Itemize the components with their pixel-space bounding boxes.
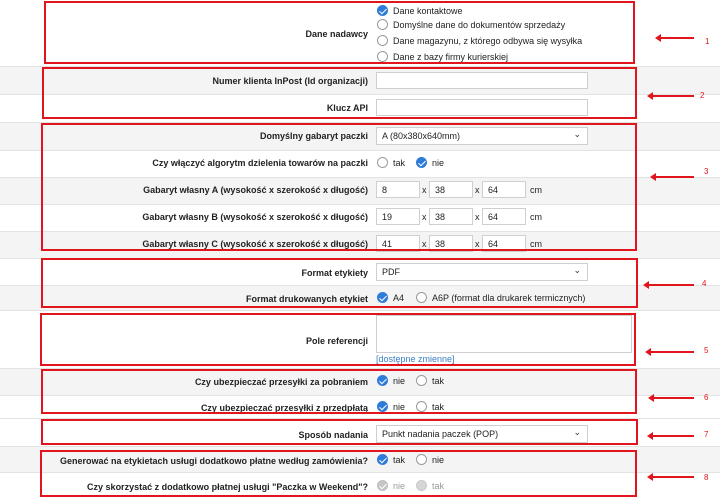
insure-cod-yes-label[interactable]: tak [432, 376, 445, 386]
extra-services-no-label[interactable]: nie [432, 455, 445, 465]
size-unit: cm [530, 212, 542, 222]
printed-labels-label: Format drukowanych etykiet [245, 294, 368, 304]
annotation-frame-1 [44, 1, 635, 64]
size-unit: cm [530, 185, 542, 195]
label-format-value: PDF [382, 267, 400, 277]
size-separator: x [422, 239, 427, 249]
custom-size-a-label: Gabaryt własny A (wysokość x szerokość x długość) [143, 185, 368, 195]
sender-label: Dane nadawcy [305, 29, 368, 39]
size-separator: x [475, 212, 480, 222]
annotation-arrow-3 [655, 176, 694, 178]
label-format-label: Format etykiety [301, 268, 368, 278]
size-separator: x [422, 212, 427, 222]
insure-cod-no-label[interactable]: nie [393, 376, 406, 386]
split-no-label[interactable]: nie [432, 158, 445, 168]
custom-size-b-length-input[interactable]: 64 [482, 208, 526, 225]
annotation-number-1: 1 [705, 37, 710, 46]
extra-services-yes-label[interactable]: tak [393, 455, 406, 465]
api-key-label: Klucz API [326, 103, 368, 113]
annotation-arrow-6 [653, 397, 694, 399]
sender-option-courier-db[interactable]: Dane z bazy firmy kurierskiej [393, 52, 509, 62]
size-separator: x [475, 239, 480, 249]
available-variables-link[interactable]: [dostępne zmienne] [376, 354, 455, 364]
insure-prepaid-yes-label[interactable]: tak [432, 402, 445, 412]
default-size-value: A (80x380x640mm) [382, 131, 461, 141]
dispatch-value: Punkt nadania paczek (POP) [382, 429, 499, 439]
default-size-label: Domyślny gabaryt paczki [259, 131, 368, 141]
insure-prepaid-no-label[interactable]: nie [393, 402, 406, 412]
chevron-down-icon: ⌄ [573, 265, 581, 275]
custom-size-b-label: Gabaryt własny B (wysokość x szerokość x długość) [142, 212, 368, 222]
sender-option-sales-docs[interactable]: Domyślne dane do dokumentów sprzedaży [393, 20, 566, 30]
annotation-arrow-5 [650, 351, 694, 353]
annotation-frame-8 [40, 450, 637, 497]
annotation-number-3: 3 [704, 167, 709, 176]
custom-size-b-height-input[interactable]: 19 [376, 208, 420, 225]
sender-option-warehouse[interactable]: Dane magazynu, z którego odbywa się wysyłka [393, 36, 583, 46]
annotation-arrow-7 [652, 435, 694, 437]
annotation-arrow-1 [660, 37, 694, 39]
custom-size-c-length-input[interactable]: 64 [482, 235, 526, 252]
weekend-no-label[interactable]: nie [393, 481, 406, 491]
size-unit: cm [530, 239, 542, 249]
weekend-package-label: Czy skorzystać z dodatkowo płatnej usługi "Paczka w Weekend"? [87, 482, 368, 492]
annotation-frame-4 [41, 258, 638, 308]
dispatch-label: Sposób nadania [298, 430, 368, 440]
insure-cod-label: Czy ubezpieczać przesyłki za pobraniem [194, 377, 368, 387]
reference-label: Pole referencji [305, 336, 368, 346]
extra-services-label: Generować na etykietach usługi dodatkowo płatne według zamówienia? [59, 456, 368, 466]
printed-a4-label[interactable]: A4 [393, 293, 405, 303]
annotation-arrow-8 [652, 476, 694, 478]
custom-size-a-width-input[interactable]: 38 [429, 181, 473, 198]
split-algorithm-label: Czy włączyć algorytm dzielenia towarów na paczki [152, 158, 368, 168]
annotation-frame-3 [41, 123, 637, 251]
custom-size-b-width-input[interactable]: 38 [429, 208, 473, 225]
size-separator: x [422, 185, 427, 195]
custom-size-c-height-input[interactable]: 41 [376, 235, 420, 252]
annotation-number-2: 2 [700, 91, 705, 100]
annotation-frame-5 [40, 313, 636, 366]
annotation-frame-7 [41, 419, 638, 445]
annotation-number-5: 5 [704, 346, 709, 355]
chevron-down-icon: ⌄ [573, 427, 581, 437]
chevron-down-icon: ⌄ [573, 129, 581, 139]
custom-size-a-height-input[interactable]: 8 [376, 181, 420, 198]
sender-option-contact[interactable]: Dane kontaktowe [393, 6, 463, 16]
size-separator: x [475, 185, 480, 195]
annotation-number-7: 7 [704, 430, 709, 439]
custom-size-a-length-input[interactable]: 64 [482, 181, 526, 198]
annotation-frame-2 [42, 67, 637, 119]
client-number-label: Numer klienta InPost (Id organizacji) [212, 76, 368, 86]
annotation-frame-6 [41, 369, 637, 414]
annotation-number-8: 8 [704, 473, 709, 482]
annotation-number-6: 6 [704, 393, 709, 402]
custom-size-c-width-input[interactable]: 38 [429, 235, 473, 252]
annotation-arrow-4 [648, 284, 694, 286]
annotation-arrow-2 [652, 95, 694, 97]
weekend-yes-label[interactable]: tak [432, 481, 445, 491]
annotation-number-4: 4 [702, 279, 707, 288]
printed-a6p-label[interactable]: A6P (format dla drukarek termicznych) [432, 293, 586, 303]
insure-prepaid-label: Czy ubezpieczać przesyłki z przedpłatą [200, 403, 368, 413]
split-yes-label[interactable]: tak [393, 158, 406, 168]
custom-size-c-label: Gabaryt własny C (wysokość x szerokość x długość) [142, 239, 368, 249]
